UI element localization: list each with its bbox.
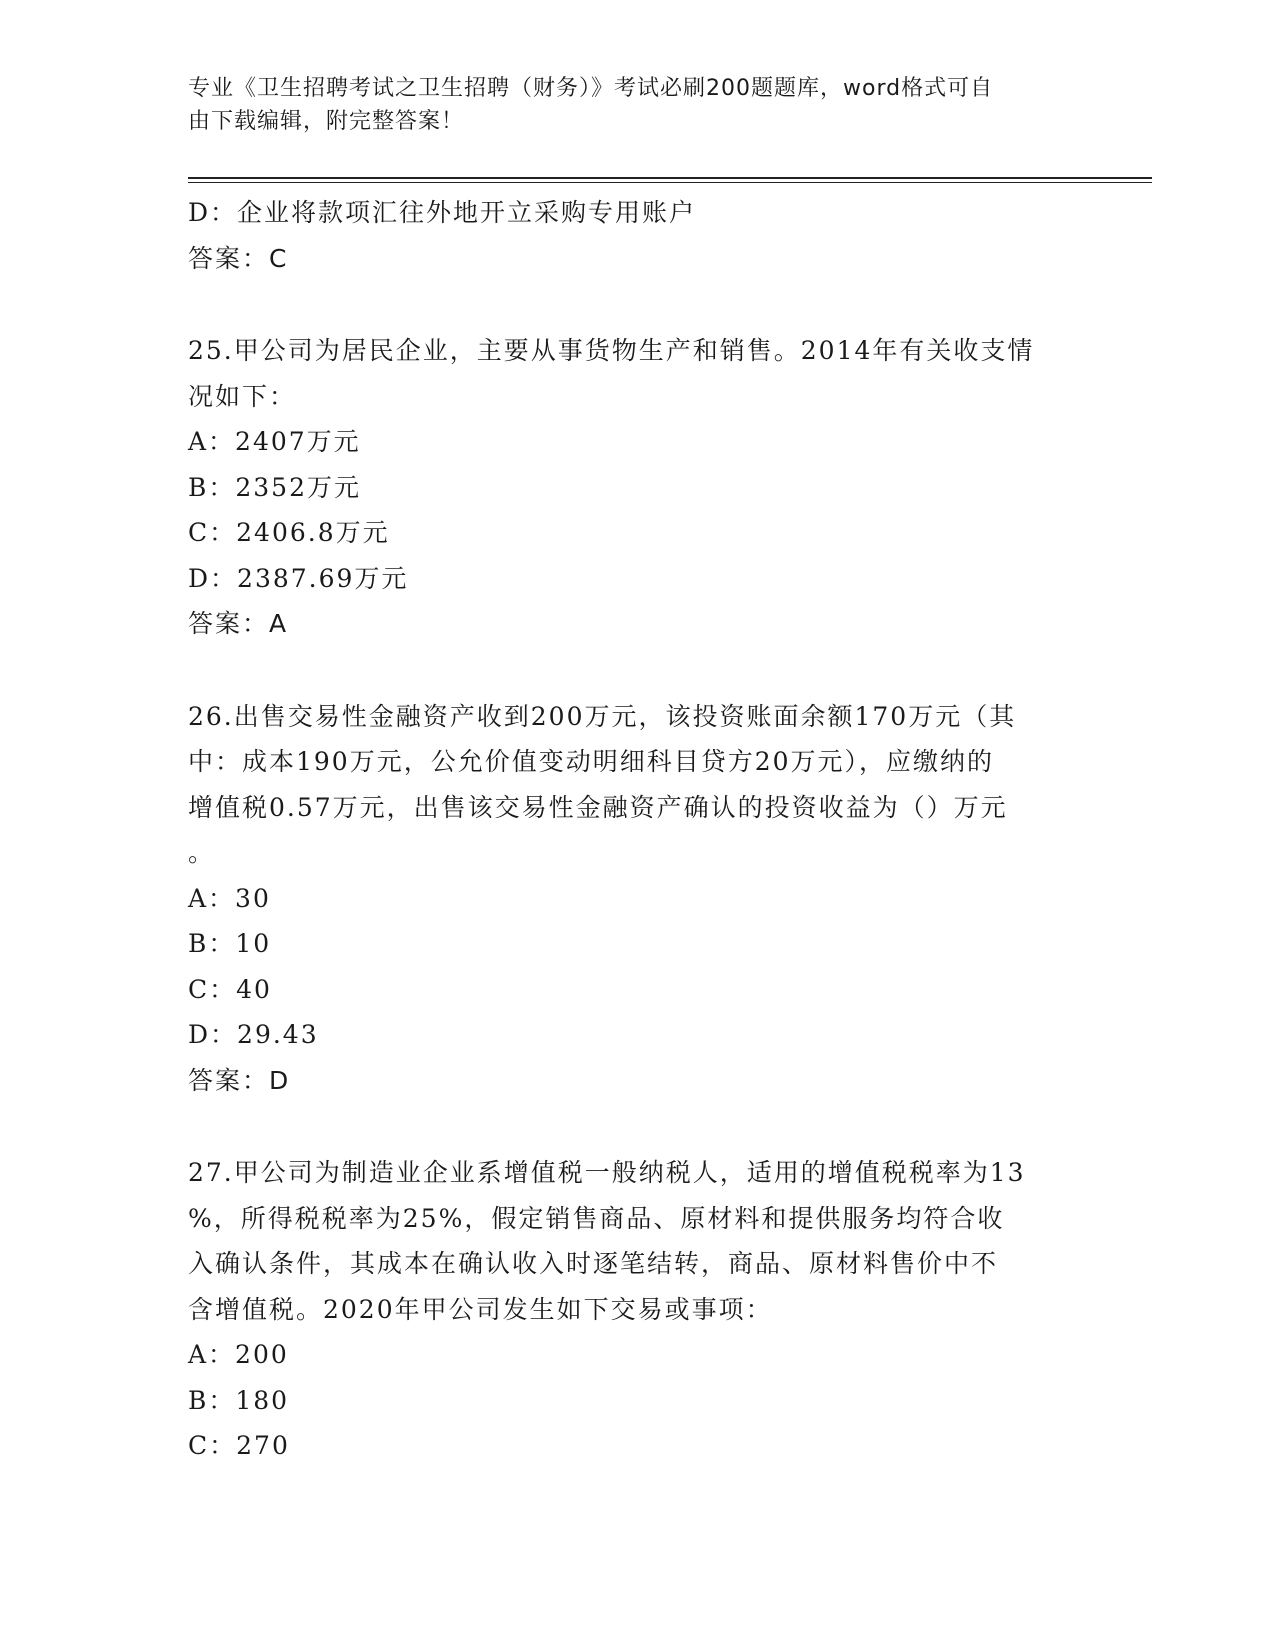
question-text-line: 。 xyxy=(188,838,216,867)
document-body xyxy=(188,190,1088,1469)
header-line-1: 专业《卫生招聘考试之卫生招聘（财务）》考试必刷200题题库，word格式可自 xyxy=(188,76,994,101)
question-text-line: %，所得税税率为25%，假定销售商品、原材料和提供服务均符合收 xyxy=(188,1203,1005,1233)
question-text-line: 含增值税。2020年甲公司发生如下交易或事项： xyxy=(188,1294,773,1324)
question-26 xyxy=(188,694,1088,1104)
option-c: C：270 xyxy=(188,1431,290,1460)
spacer xyxy=(188,281,1088,328)
question-text-line: 27.甲公司为制造业企业系增值税一般纳税人，适用的增值税税率为13 xyxy=(188,1158,1026,1187)
header-line-2: 由下载编辑，附完整答案！ xyxy=(188,109,465,134)
option-a: A：200 xyxy=(188,1340,289,1369)
option-d: D：29.43 xyxy=(188,1020,319,1049)
question-text-line: 况如下： xyxy=(188,381,297,411)
option-b: B：180 xyxy=(188,1385,290,1415)
option-d: D：2387.69万元 xyxy=(188,563,409,593)
question-25 xyxy=(188,328,1088,647)
header-divider-thick xyxy=(188,177,1152,179)
spacer xyxy=(188,647,1088,694)
question-text xyxy=(188,1150,1088,1332)
previous-question-tail xyxy=(188,190,1088,281)
question-text-line: 增值税0.57万元，出售该交易性金融资产确认的投资收益为（）万元 xyxy=(188,792,1008,822)
answer-line: 答案：D xyxy=(188,1065,291,1095)
option-d: D：企业将款项汇往外地开立采购专用账户 xyxy=(188,198,697,227)
question-27 xyxy=(188,1150,1088,1469)
answer-line: 答案：C xyxy=(188,243,289,273)
header-divider-thin xyxy=(188,182,1152,183)
option-b: B：10 xyxy=(188,929,272,958)
option-a: A：30 xyxy=(188,883,271,913)
option-c: C：40 xyxy=(188,974,272,1004)
question-text xyxy=(188,694,1088,876)
option-a: A：2407万元 xyxy=(188,427,361,456)
option-b: B：2352万元 xyxy=(188,472,361,502)
option-c: C：2406.8万元 xyxy=(188,518,390,547)
question-text xyxy=(188,328,1088,419)
spacer xyxy=(188,1103,1088,1150)
question-text-line: 入确认条件，其成本在确认收入时逐笔结转，商品、原材料售价中不 xyxy=(188,1249,999,1278)
document-header xyxy=(188,72,1068,138)
question-text-line: 25.甲公司为居民企业，主要从事货物生产和销售。2014年有关收支情 xyxy=(188,336,1035,365)
question-text-line: 26.出售交易性金融资产收到200万元，该投资账面余额170万元（其 xyxy=(188,701,1017,731)
answer-line: 答案：A xyxy=(188,609,289,638)
question-text-line: 中：成本190万元，公允价值变动明细科目贷方20万元），应缴纳的 xyxy=(188,747,995,776)
